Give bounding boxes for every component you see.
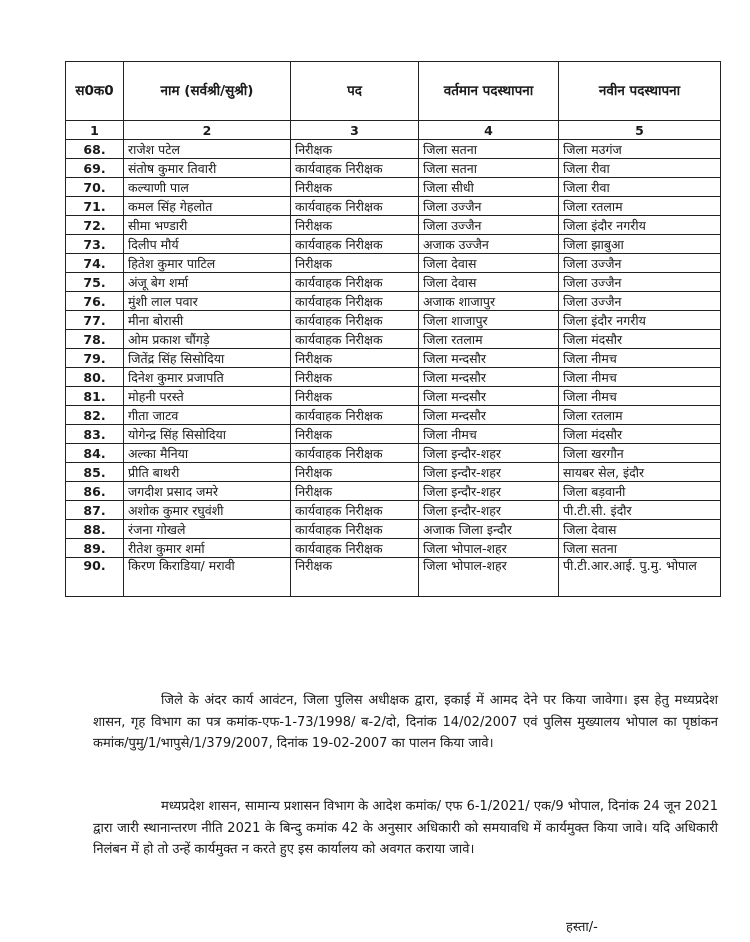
cell-post: कार्यवाहक निरीक्षक: [291, 197, 419, 216]
cell-post: कार्यवाहक निरीक्षक: [291, 444, 419, 463]
cell-new-posting: पी.टी.आर.आई. पु.मु. भोपाल: [559, 558, 721, 597]
table-row: [66, 273, 721, 292]
cell-new-posting: जिला इंदौर नगरीय: [559, 216, 721, 235]
cell-new-posting: जिला उज्जैन: [559, 273, 721, 292]
cell-new-posting: जिला बड़वानी: [559, 482, 721, 501]
cell-name: हितेश कुमार पाटिल: [124, 254, 291, 273]
table-row: [66, 216, 721, 235]
cell-name: संतोष कुमार तिवारी: [124, 159, 291, 178]
cell-current-posting: जिला सतना: [419, 140, 559, 159]
cell-new-posting: जिला नीमच: [559, 387, 721, 406]
cell-name: अशोक कुमार रघुवंशी: [124, 501, 291, 520]
cell-current-posting: जिला इन्दौर-शहर: [419, 482, 559, 501]
cell-post: कार्यवाहक निरीक्षक: [291, 406, 419, 425]
cell-current-posting: जिला इन्दौर-शहर: [419, 444, 559, 463]
table-row: [66, 140, 721, 159]
cell-current-posting: जिला इन्दौर-शहर: [419, 463, 559, 482]
cell-current-posting: जिला देवास: [419, 254, 559, 273]
cell-post: निरीक्षक: [291, 349, 419, 368]
cell-current-posting: जिला मन्दसौर: [419, 349, 559, 368]
table-row: [66, 197, 721, 216]
cell-new-posting: जिला रीवा: [559, 178, 721, 197]
cell-current-posting: जिला सतना: [419, 159, 559, 178]
cell-serial-number: 70.: [66, 178, 124, 197]
cell-current-posting: जिला इन्दौर-शहर: [419, 501, 559, 520]
cell-post: कार्यवाहक निरीक्षक: [291, 311, 419, 330]
table-row: [66, 254, 721, 273]
cell-serial-number: 77.: [66, 311, 124, 330]
header-current-posting: वर्तमान पदस्थापना: [419, 62, 559, 121]
cell-name: दिलीप मौर्य: [124, 235, 291, 254]
cell-name: अंजू बेग शर्मा: [124, 273, 291, 292]
cell-serial-number: 68.: [66, 140, 124, 159]
table-row: [66, 330, 721, 349]
cell-current-posting: जिला मन्दसौर: [419, 387, 559, 406]
cell-name: जगदीश प्रसाद जमरे: [124, 482, 291, 501]
cell-current-posting: अजाक शाजापुर: [419, 292, 559, 311]
cell-serial-number: 88.: [66, 520, 124, 539]
paragraph-text: जिले के अंदर कार्य आवंटन, जिला पुलिस अधीक्षक द्वारा, इकाई में आमद देने पर किया जावेगा। इस हेतु मध्यप्रदेश शासन, गृह विभाग का पत्र कमांक-एफ-1-73/1998/ ब-2/दो, दिनांक 14/02/2007 एवं पुलिस मुख्यालय भोपाल का पृष्ठांकन कमांक/पुमु/1/भापुसे/1/379/2007, दिनांक 19-02-2007 का पालन किया जावे।: [93, 693, 718, 751]
cell-name: अल्का मैनिया: [124, 444, 291, 463]
cell-post: निरीक्षक: [291, 425, 419, 444]
cell-serial-number: 86.: [66, 482, 124, 501]
cell-new-posting: जिला झाबुआ: [559, 235, 721, 254]
cell-post: निरीक्षक: [291, 463, 419, 482]
cell-serial-number: 73.: [66, 235, 124, 254]
cell-post: निरीक्षक: [291, 368, 419, 387]
table-row: [66, 482, 721, 501]
cell-serial-number: 78.: [66, 330, 124, 349]
cell-post: कार्यवाहक निरीक्षक: [291, 520, 419, 539]
cell-name: प्रीति बाथरी: [124, 463, 291, 482]
cell-new-posting: जिला इंदौर नगरीय: [559, 311, 721, 330]
cell-current-posting: जिला भोपाल-शहर: [419, 539, 559, 558]
cell-post: कार्यवाहक निरीक्षक: [291, 501, 419, 520]
cell-current-posting: जिला भोपाल-शहर: [419, 558, 559, 597]
header-post: पद: [291, 62, 419, 121]
cell-name: रंजना गोखले: [124, 520, 291, 539]
cell-new-posting: जिला मंदसौर: [559, 330, 721, 349]
table-row: [66, 558, 721, 597]
cell-new-posting: पी.टी.सी. इंदौर: [559, 501, 721, 520]
cell-name: कल्याणी पाल: [124, 178, 291, 197]
cell-serial-number: 84.: [66, 444, 124, 463]
cell-current-posting: अजाक जिला इन्दौर: [419, 520, 559, 539]
cell-name: मोहनी परस्ते: [124, 387, 291, 406]
cell-serial-number: 81.: [66, 387, 124, 406]
cell-serial-number: 76.: [66, 292, 124, 311]
header-name: नाम (सर्वश्री/सुश्री): [124, 62, 291, 121]
cell-current-posting: जिला देवास: [419, 273, 559, 292]
cell-new-posting: जिला खरगौन: [559, 444, 721, 463]
cell-current-posting: जिला मन्दसौर: [419, 368, 559, 387]
cell-serial-number: 90.: [66, 558, 124, 597]
column-number: 2: [124, 121, 291, 140]
cell-current-posting: जिला रतलाम: [419, 330, 559, 349]
cell-post: कार्यवाहक निरीक्षक: [291, 539, 419, 558]
cell-post: निरीक्षक: [291, 140, 419, 159]
cell-new-posting: सायबर सेल, इंदौर: [559, 463, 721, 482]
cell-serial-number: 83.: [66, 425, 124, 444]
cell-serial-number: 72.: [66, 216, 124, 235]
cell-name: ओम प्रकाश चौंगड़े: [124, 330, 291, 349]
cell-name: कमल सिंह गेहलोत: [124, 197, 291, 216]
cell-new-posting: जिला नीमच: [559, 368, 721, 387]
cell-serial-number: 85.: [66, 463, 124, 482]
table-row: [66, 235, 721, 254]
cell-post: निरीक्षक: [291, 254, 419, 273]
cell-serial-number: 82.: [66, 406, 124, 425]
cell-serial-number: 75.: [66, 273, 124, 292]
cell-serial-number: 71.: [66, 197, 124, 216]
cell-new-posting: जिला मंदसौर: [559, 425, 721, 444]
cell-name: योगेन्द्र सिंह सिसोदिया: [124, 425, 291, 444]
signature: हस्ता/-: [566, 920, 598, 935]
cell-current-posting: अजाक उज्जैन: [419, 235, 559, 254]
cell-post: कार्यवाहक निरीक्षक: [291, 159, 419, 178]
cell-current-posting: जिला उज्जैन: [419, 216, 559, 235]
cell-name: सीमा भण्डारी: [124, 216, 291, 235]
table-row: [66, 539, 721, 558]
paragraph-relieving-instructions: [93, 796, 718, 861]
header-new-posting: नवीन पदस्थापना: [559, 62, 721, 121]
cell-serial-number: 79.: [66, 349, 124, 368]
table-row: [66, 444, 721, 463]
paragraph-text: मध्यप्रदेश शासन, सामान्य प्रशासन विभाग के आदेश कमांक/ एफ 6-1/2021/ एक/9 भोपाल, दिनांक 24 जून 2021 द्वारा जारी स्थानान्तरण नीति 2021 के बिन्दु कमांक 42 के अनुसार अधिकारी को समयावधि में कार्यमुक्त किया जावे। यदि अधिकारी निलंबन में हो तो उन्हें कार्यमुक्त न करते हुए इस कार्यालय को अवगत कराया जावे।: [93, 799, 718, 857]
table-row: [66, 387, 721, 406]
table-row: [66, 292, 721, 311]
cell-new-posting: जिला सतना: [559, 539, 721, 558]
cell-post: कार्यवाहक निरीक्षक: [291, 235, 419, 254]
cell-new-posting: जिला रतलाम: [559, 406, 721, 425]
cell-serial-number: 80.: [66, 368, 124, 387]
cell-current-posting: जिला उज्जैन: [419, 197, 559, 216]
cell-name: किरण किराडिया/ मरावी: [124, 558, 291, 597]
header-serial: स0क0: [66, 62, 124, 121]
cell-post: निरीक्षक: [291, 216, 419, 235]
cell-new-posting: जिला देवास: [559, 520, 721, 539]
cell-name: राजेश पटेल: [124, 140, 291, 159]
cell-serial-number: 89.: [66, 539, 124, 558]
column-number: 4: [419, 121, 559, 140]
cell-post: कार्यवाहक निरीक्षक: [291, 330, 419, 349]
cell-name: गीता जाटव: [124, 406, 291, 425]
cell-post: निरीक्षक: [291, 558, 419, 597]
table-row: [66, 406, 721, 425]
cell-new-posting: जिला मउगंज: [559, 140, 721, 159]
cell-new-posting: जिला रतलाम: [559, 197, 721, 216]
transfer-table: [65, 61, 721, 597]
table-row: [66, 501, 721, 520]
column-number-row: [66, 121, 721, 140]
cell-post: निरीक्षक: [291, 178, 419, 197]
table-row: [66, 425, 721, 444]
column-number: 1: [66, 121, 124, 140]
cell-new-posting: जिला नीमच: [559, 349, 721, 368]
cell-name: मीना बोरासी: [124, 311, 291, 330]
column-number: 3: [291, 121, 419, 140]
cell-post: निरीक्षक: [291, 387, 419, 406]
table-body: [66, 140, 721, 597]
cell-new-posting: जिला उज्जैन: [559, 292, 721, 311]
table-row: [66, 311, 721, 330]
cell-serial-number: 74.: [66, 254, 124, 273]
cell-current-posting: जिला सीधी: [419, 178, 559, 197]
cell-new-posting: जिला उज्जैन: [559, 254, 721, 273]
paragraph-work-allocation: [93, 690, 718, 755]
cell-current-posting: जिला शाजापुर: [419, 311, 559, 330]
table-header-row: [66, 62, 721, 121]
cell-name: रीतेश कुमार शर्मा: [124, 539, 291, 558]
cell-name: दिनेश कुमार प्रजापति: [124, 368, 291, 387]
cell-name: मुंशी लाल पवार: [124, 292, 291, 311]
column-number: 5: [559, 121, 721, 140]
cell-post: कार्यवाहक निरीक्षक: [291, 292, 419, 311]
cell-current-posting: जिला नीमच: [419, 425, 559, 444]
table-row: [66, 368, 721, 387]
cell-post: निरीक्षक: [291, 482, 419, 501]
table-row: [66, 349, 721, 368]
table-row: [66, 159, 721, 178]
cell-serial-number: 69.: [66, 159, 124, 178]
cell-new-posting: जिला रीवा: [559, 159, 721, 178]
cell-serial-number: 87.: [66, 501, 124, 520]
table-row: [66, 520, 721, 539]
cell-current-posting: जिला मन्दसौर: [419, 406, 559, 425]
table-row: [66, 463, 721, 482]
cell-post: कार्यवाहक निरीक्षक: [291, 273, 419, 292]
table-row: [66, 178, 721, 197]
cell-name: जितेंद्र सिंह सिसोदिया: [124, 349, 291, 368]
